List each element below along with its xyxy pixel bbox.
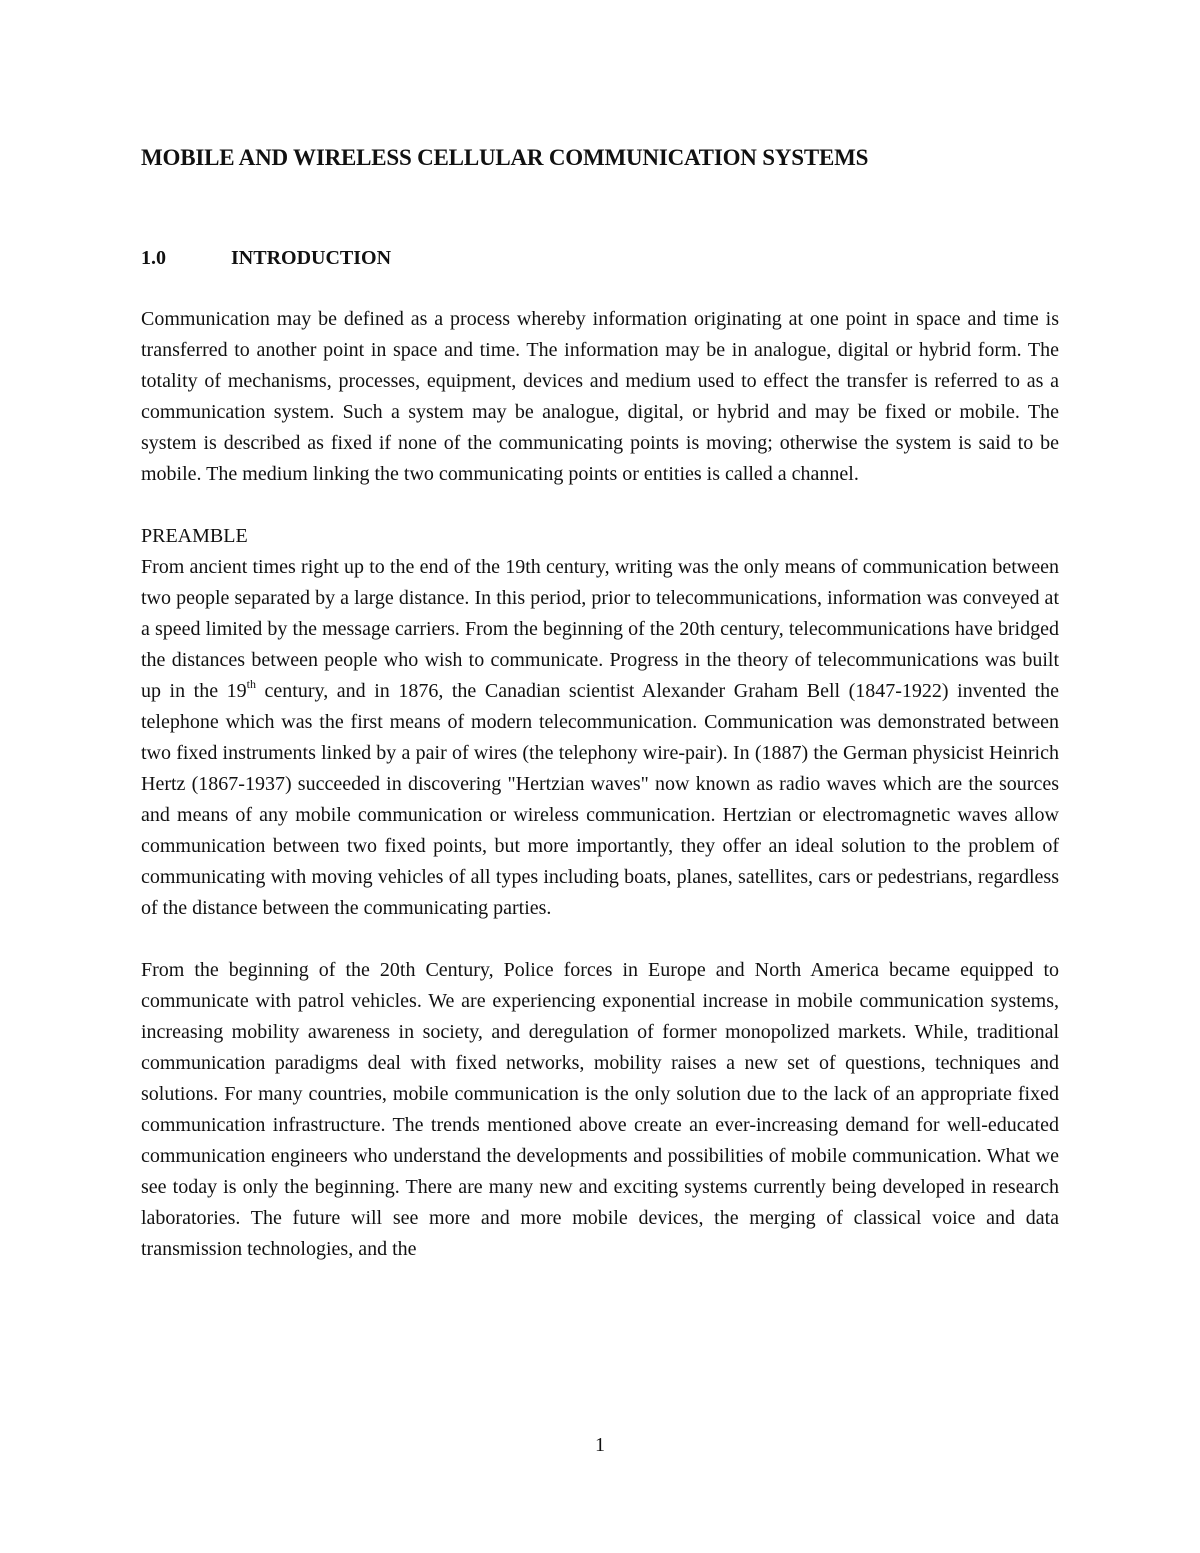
preamble-text-part2: century, and in 1876, the Canadian scientist Alexander Graham Bell (1847-1922) invented the telephone which was the first means of modern telecommunication. Communication was demonstrated between two fixed instruments linked by a pair of wires (the telephony wire-pair). In (1887) the German physicist Heinrich Hertz (1867-1937) succeeded in discovering "Hertzian waves" now known as radio waves which are the sources and means of any mobile communication or wireless communication. Hertzian or electromagnetic waves allow communication between two fixed points, but more importantly, they offer an ideal solution to the problem of communicating with moving vehicles of all types including boats, planes, satellites, cars or pedestrians, regardless of the distance between the communicating parties. — [141, 680, 1059, 919]
preamble-label: PREAMBLE — [141, 525, 248, 547]
preamble-paragraph — [141, 552, 1059, 924]
intro-paragraph: Communication may be defined as a process whereby information originating at one point in space and time is transferred to another point in space and time. The information may be in analogue, digital or hybrid form. The totality of mechanisms, processes, equipment, devices and medium used to effect the transfer is referred to as a communication system. Such a system may be analogue, digital, or hybrid and may be fixed or mobile. The system is described as fixed if none of the communicating points is moving; otherwise the system is said to be mobile. The medium linking the two communicating points or entities is called a channel. — [141, 308, 1059, 485]
section-heading — [141, 242, 1059, 274]
section-number: 1.0 — [141, 247, 166, 269]
page-content — [141, 138, 1059, 1265]
preamble-text-part1: From ancient times right up to the end of the 19th century, writing was the only means of communication between two people separated by a large distance. In this period, prior to telecommunications, information was conveyed at a speed limited by the message carriers. From the beginning of the 20th century, telecommunications have bridged the distances between people who wish to communicate. Progress in the theory of telecommunications was built up in the 19 — [141, 556, 1059, 702]
section-title: INTRODUCTION — [231, 247, 392, 269]
page-number: 1 — [595, 1434, 605, 1456]
document-title: MOBILE AND WIRELESS CELLULAR COMMUNICATION SYSTEMS — [141, 145, 869, 170]
second-paragraph: From the beginning of the 20th Century, Police forces in Europe and North America became equipped to communicate with patrol vehicles. We are experiencing exponential increase in mobile communication systems, increasing mobility awareness in society, and deregulation of former monopolized markets. While, traditional communication paradigms deal with fixed networks, mobility raises a new set of questions, techniques and solutions. For many countries, mobile communication is the only solution due to the lack of an appropriate fixed communication infrastructure. The trends mentioned above create an ever-increasing demand for well-educated communication engineers who understand the developments and possibilities of mobile communication. What we see today is only the beginning. There are many new and exciting systems currently being developed in research laboratories. The future will see more and more mobile devices, the merging of classical voice and data transmission technologies, and the — [141, 959, 1059, 1260]
ordinal-superscript: th — [246, 677, 256, 691]
